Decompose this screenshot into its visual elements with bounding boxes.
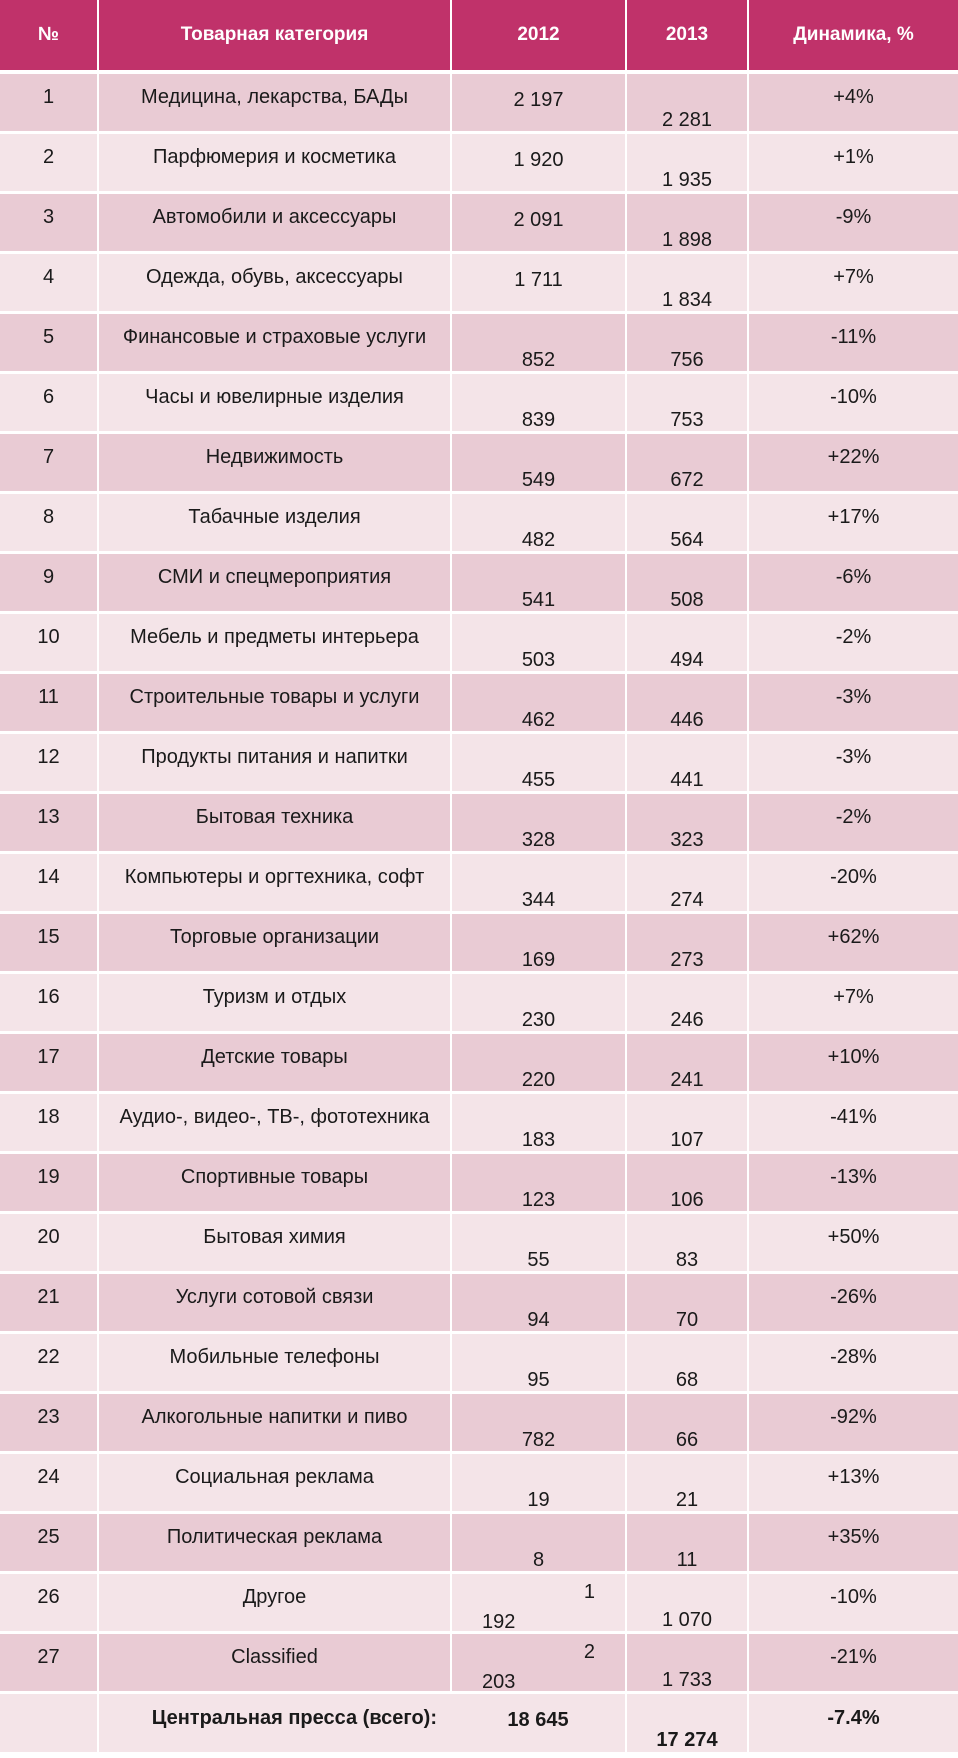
cell-2013: 446: [626, 673, 748, 733]
cell-2013: 756: [626, 313, 748, 373]
table-row: [0, 1633, 958, 1693]
cell-category: Продукты питания и напитки: [98, 733, 451, 793]
cell-no: 21: [0, 1273, 98, 1333]
table-row: [0, 973, 958, 1033]
total-row: [0, 1693, 958, 1754]
cell-no: 1: [0, 72, 98, 133]
cell-2013: 2 281: [626, 72, 748, 133]
cell-2012: 328: [451, 793, 626, 853]
cell-category: СМИ и спецмероприятия: [98, 553, 451, 613]
cell-category: Спортивные товары: [98, 1153, 451, 1213]
cell-category: Бытовая химия: [98, 1213, 451, 1273]
cell-2013: 21: [626, 1453, 748, 1513]
cell-2013: 1 070: [626, 1573, 748, 1633]
cell-dynamics: -92%: [748, 1393, 958, 1453]
cell-no: 25: [0, 1513, 98, 1573]
cell-2012: 55: [451, 1213, 626, 1273]
cell-dynamics: +13%: [748, 1453, 958, 1513]
cell-dynamics: -2%: [748, 793, 958, 853]
cell-category: Одежда, обувь, аксессуары: [98, 253, 451, 313]
cell-dynamics: -10%: [748, 373, 958, 433]
cell-no: 10: [0, 613, 98, 673]
cell-2012: 169: [451, 913, 626, 973]
cell-no: 24: [0, 1453, 98, 1513]
cell-dynamics: -13%: [748, 1153, 958, 1213]
cell-dynamics: +62%: [748, 913, 958, 973]
cell-2013: 1 733: [626, 1633, 748, 1693]
table-row: [0, 1213, 958, 1273]
cell-dynamics: +22%: [748, 433, 958, 493]
cell-2013: 441: [626, 733, 748, 793]
cell-category: Автомобили и аксессуары: [98, 193, 451, 253]
total-no-cell: [0, 1693, 98, 1754]
header-category: Товарная категория: [98, 0, 451, 72]
cell-no: 19: [0, 1153, 98, 1213]
table-body: [0, 72, 958, 1754]
table-row: [0, 1033, 958, 1093]
cell-dynamics: -9%: [748, 193, 958, 253]
cell-no: 6: [0, 373, 98, 433]
cell-category: Недвижимость: [98, 433, 451, 493]
cell-2012: 94: [451, 1273, 626, 1333]
cell-category: Услуги сотовой связи: [98, 1273, 451, 1333]
table-row: [0, 253, 958, 313]
cell-dynamics: +10%: [748, 1033, 958, 1093]
cell-2013: 83: [626, 1213, 748, 1273]
table-header-row: [0, 0, 958, 72]
table-row: [0, 793, 958, 853]
cell-no: 14: [0, 853, 98, 913]
cell-category: Строительные товары и услуги: [98, 673, 451, 733]
cell-2013: 564: [626, 493, 748, 553]
cell-2013: 753: [626, 373, 748, 433]
total-2013: 17 274: [626, 1693, 748, 1754]
cell-dynamics: -2%: [748, 613, 958, 673]
cell-no: 20: [0, 1213, 98, 1273]
cell-dynamics: -26%: [748, 1273, 958, 1333]
cell-category: Classified: [98, 1633, 451, 1693]
cell-2013: 273: [626, 913, 748, 973]
table-row: [0, 1453, 958, 1513]
cell-2013: 66: [626, 1393, 748, 1453]
cell-no: 5: [0, 313, 98, 373]
cell-2013: 107: [626, 1093, 748, 1153]
cell-no: 15: [0, 913, 98, 973]
cell-no: 9: [0, 553, 98, 613]
cell-no: 23: [0, 1393, 98, 1453]
cell-dynamics: -41%: [748, 1093, 958, 1153]
cell-2013: 246: [626, 973, 748, 1033]
cell-category: Медицина, лекарства, БАДы: [98, 72, 451, 133]
cell-2012: 8: [451, 1513, 626, 1573]
cell-no: 12: [0, 733, 98, 793]
cell-category: Часы и ювелирные изделия: [98, 373, 451, 433]
cell-2013: 70: [626, 1273, 748, 1333]
cell-2012: 1 920: [451, 133, 626, 193]
cell-no: 17: [0, 1033, 98, 1093]
cell-dynamics: -6%: [748, 553, 958, 613]
cell-2013: 494: [626, 613, 748, 673]
cell-2013: 508: [626, 553, 748, 613]
header-2012: 2012: [451, 0, 626, 72]
cell-category: Финансовые и страховые услуги: [98, 313, 451, 373]
cell-2012: 2 197: [451, 72, 626, 133]
cell-no: 3: [0, 193, 98, 253]
table-row: [0, 193, 958, 253]
cell-dynamics: +1%: [748, 133, 958, 193]
cell-2012: 344: [451, 853, 626, 913]
cell-dynamics: +35%: [748, 1513, 958, 1573]
table-row: [0, 853, 958, 913]
cell-2013: 1 935: [626, 133, 748, 193]
cell-category: Туризм и отдых: [98, 973, 451, 1033]
cell-category: Торговые организации: [98, 913, 451, 973]
cell-2012: 183: [451, 1093, 626, 1153]
cell-2012: 220: [451, 1033, 626, 1093]
cell-no: 11: [0, 673, 98, 733]
cell-2012: 19: [451, 1453, 626, 1513]
table-row: [0, 613, 958, 673]
cell-2012: 503: [451, 613, 626, 673]
cell-dynamics: -21%: [748, 1633, 958, 1693]
cell-2012: 782: [451, 1393, 626, 1453]
cell-category: Социальная реклама: [98, 1453, 451, 1513]
table-row: [0, 1333, 958, 1393]
cell-2012: 541: [451, 553, 626, 613]
total-2012: 18 645: [451, 1693, 626, 1754]
cell-dynamics: -28%: [748, 1333, 958, 1393]
cell-no: 26: [0, 1573, 98, 1633]
cell-2012: 1 711: [451, 253, 626, 313]
table-row: [0, 1273, 958, 1333]
cell-category: Мебель и предметы интерьера: [98, 613, 451, 673]
cell-2013: 1 898: [626, 193, 748, 253]
cell-2013: 274: [626, 853, 748, 913]
cell-dynamics: -20%: [748, 853, 958, 913]
cell-2012: 852: [451, 313, 626, 373]
cell-dynamics: -11%: [748, 313, 958, 373]
cell-dynamics: +17%: [748, 493, 958, 553]
cell-no: 7: [0, 433, 98, 493]
header-no: №: [0, 0, 98, 72]
cell-category: Детские товары: [98, 1033, 451, 1093]
cell-category: Компьютеры и оргтехника, софт: [98, 853, 451, 913]
cell-no: 2: [0, 133, 98, 193]
table-row: [0, 1153, 958, 1213]
table-row: [0, 72, 958, 133]
cell-2013: 68: [626, 1333, 748, 1393]
cell-no: 27: [0, 1633, 98, 1693]
table-row: [0, 913, 958, 973]
header-2013: 2013: [626, 0, 748, 72]
cell-category: Бытовая техника: [98, 793, 451, 853]
cell-dynamics: +7%: [748, 973, 958, 1033]
table-row: [0, 1573, 958, 1633]
cell-category: Табачные изделия: [98, 493, 451, 553]
table-row: [0, 1513, 958, 1573]
cell-dynamics: +7%: [748, 253, 958, 313]
table-row: [0, 433, 958, 493]
cell-no: 22: [0, 1333, 98, 1393]
cell-dynamics: -3%: [748, 733, 958, 793]
table-row: [0, 133, 958, 193]
cell-no: 16: [0, 973, 98, 1033]
cell-category: Политическая реклама: [98, 1513, 451, 1573]
cell-2012: 462: [451, 673, 626, 733]
cell-2012: 549: [451, 433, 626, 493]
table-row: [0, 553, 958, 613]
cell-2013: 672: [626, 433, 748, 493]
table-row: [0, 673, 958, 733]
cell-dynamics: -10%: [748, 1573, 958, 1633]
cell-dynamics: -3%: [748, 673, 958, 733]
header-dynamics: Динамика, %: [748, 0, 958, 72]
cell-no: 8: [0, 493, 98, 553]
cell-2013: 11: [626, 1513, 748, 1573]
cell-2012: 2 203: [451, 1633, 626, 1693]
cell-2013: 323: [626, 793, 748, 853]
cell-category: Другое: [98, 1573, 451, 1633]
cell-2012: 95: [451, 1333, 626, 1393]
table-row: [0, 1393, 958, 1453]
cell-dynamics: +50%: [748, 1213, 958, 1273]
cell-category: Мобильные телефоны: [98, 1333, 451, 1393]
cell-no: 4: [0, 253, 98, 313]
cell-2012: 1 192: [451, 1573, 626, 1633]
cell-2012: 482: [451, 493, 626, 553]
cell-2012: 123: [451, 1153, 626, 1213]
table-row: [0, 733, 958, 793]
cell-category: Аудио-, видео-, ТВ-, фототехника: [98, 1093, 451, 1153]
cell-category: Алкогольные напитки и пиво: [98, 1393, 451, 1453]
cell-2012: 2 091: [451, 193, 626, 253]
cell-dynamics: +4%: [748, 72, 958, 133]
cell-2012: 230: [451, 973, 626, 1033]
cell-2013: 241: [626, 1033, 748, 1093]
cell-no: 18: [0, 1093, 98, 1153]
cell-2013: 106: [626, 1153, 748, 1213]
cell-2013: 1 834: [626, 253, 748, 313]
table-row: [0, 313, 958, 373]
table-row: [0, 373, 958, 433]
cell-2012: 455: [451, 733, 626, 793]
cell-2012: 839: [451, 373, 626, 433]
cell-category: Парфюмерия и косметика: [98, 133, 451, 193]
total-label: Центральная пресса (всего):: [98, 1693, 451, 1754]
total-dynamics: -7.4%: [748, 1693, 958, 1754]
cell-no: 13: [0, 793, 98, 853]
table-row: [0, 493, 958, 553]
table-row: [0, 1093, 958, 1153]
